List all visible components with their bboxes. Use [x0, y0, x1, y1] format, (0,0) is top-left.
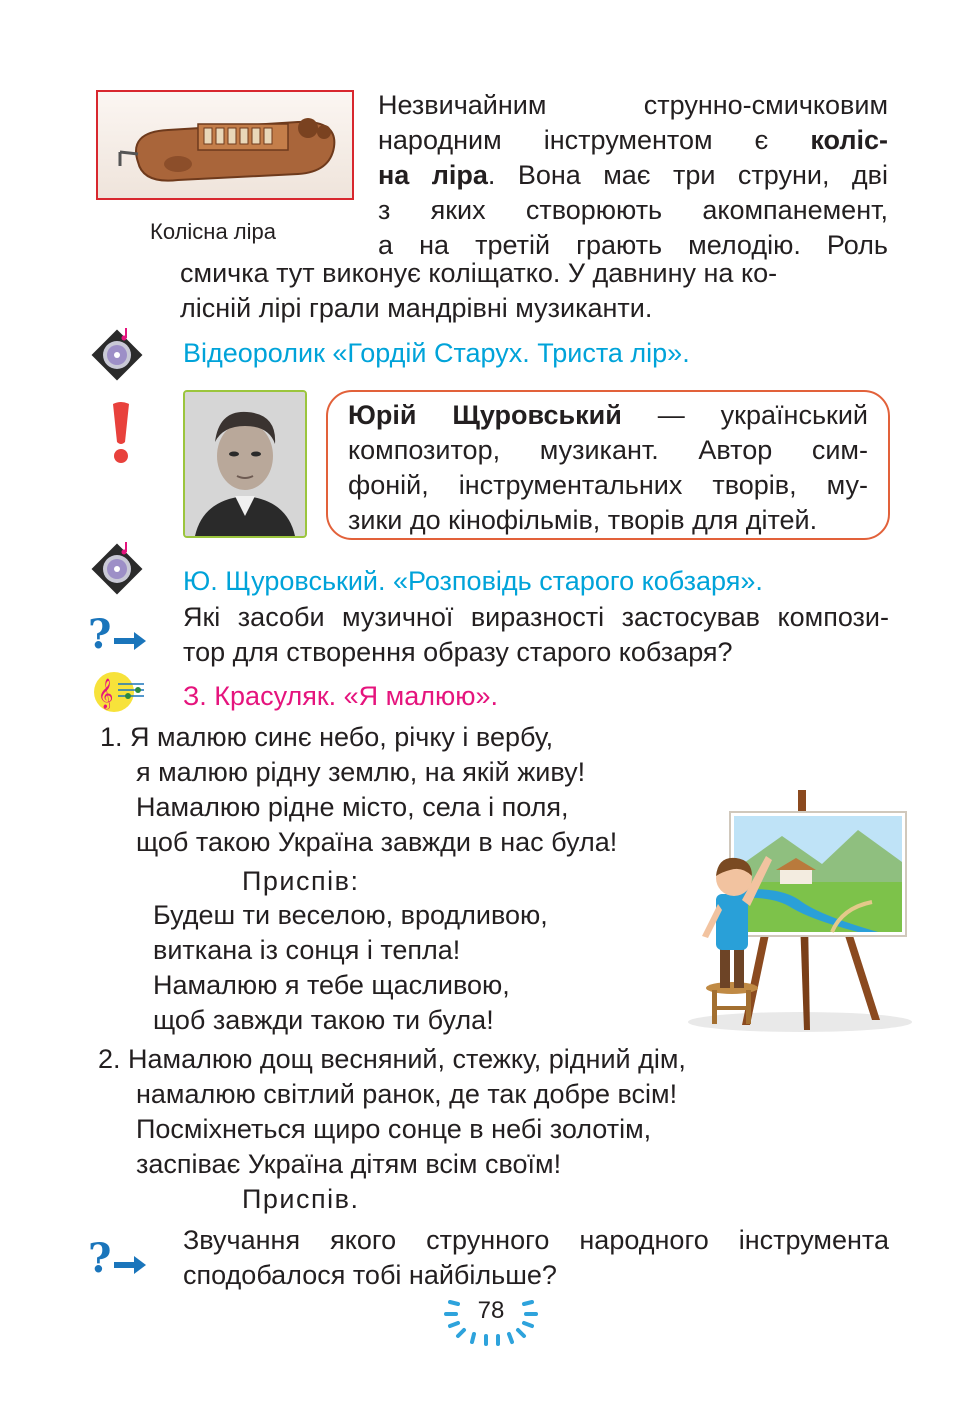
bio-line-1 [348, 398, 868, 433]
lyre-photo [96, 90, 354, 200]
chorus-label-2: Приспів. [242, 1184, 360, 1214]
intro-line-6: смичка тут виконує коліщатко. У давнину на ко- [180, 258, 778, 288]
child-painting-illustration [682, 790, 912, 1035]
question-2-line-2: сподобалося тобі найбільше? [183, 1260, 557, 1290]
bio-text [348, 398, 868, 538]
verse-2-line-1: 2. Намалюю дощ весняний, стежку, рідний дім, [98, 1044, 686, 1074]
video-title: Відеоролик «Гордій Старух. Триста лір». [183, 338, 690, 368]
verse-1-line-1: 1. Я малюю синє небо, річку і вербу, [100, 722, 554, 752]
chorus-line-1: Будеш ти веселою, вродливою, [153, 900, 548, 930]
bold-term-part1: коліс- [810, 125, 888, 155]
verse-1-line-3: Намалюю рідне місто, села і поля, [136, 792, 569, 822]
intro-line-4: з яких створюють акомпанемент, [378, 195, 888, 225]
chorus-line-3: Намалюю я тебе щасливою, [153, 970, 510, 1000]
bold-term-part2: на ліра [378, 160, 488, 190]
page-number-ornament [436, 1290, 546, 1346]
verse-2 [98, 1042, 686, 1182]
disc-icon [88, 540, 146, 598]
composer-portrait [183, 390, 307, 538]
question-1 [183, 600, 889, 670]
page-number: 78 [477, 1297, 505, 1324]
intro-line-3-rest: . Вона має три струни, дві [487, 160, 888, 190]
intro-line-2 [378, 123, 888, 158]
song-title: З. Красуляк. «Я малюю». [183, 681, 499, 711]
music-note-icon [88, 668, 148, 716]
question-1-line-2: тор для створення образу старого кобзаря? [183, 637, 733, 667]
svg-text:𝄞: 𝄞 [98, 679, 114, 709]
verse-2-line-2: намалюю світлий ранок, де так добре всім! [136, 1079, 678, 1109]
intro-line-7: лісній лірі грали мандрівні музиканти. [180, 293, 653, 323]
question-arrow-icon [86, 1236, 148, 1280]
bio-line-3: фоній, інструментальних творів, му- [348, 470, 868, 500]
intro-line-2-text: народним інструментом є [378, 125, 811, 155]
chorus-line-4: щоб завжди такою ти була! [153, 1005, 494, 1035]
question-2 [183, 1223, 889, 1293]
bio-line-2: композитор, музикант. Автор сим- [348, 435, 868, 465]
question-2-line-1: Звучання якого струнного народного інструмента [183, 1225, 889, 1255]
intro-paragraph [378, 88, 888, 263]
disc-icon [88, 326, 146, 384]
composer-bio-box [326, 390, 890, 540]
verse-2-line-4: заспіває Україна дітям всім своїм! [136, 1149, 562, 1179]
question-arrow-icon [86, 612, 148, 656]
photo-caption: Колісна ліра [150, 219, 276, 244]
verse-2-line-3: Посміхнеться щиро сонце в небі золотім, [136, 1114, 652, 1144]
bio-line-1-rest: — український [621, 400, 868, 430]
composer-name: Юрій Щуровський [348, 400, 622, 430]
question-1-line-1: Які засоби музичної виразності застосував компози- [183, 602, 889, 632]
intro-line-1: Незвичайним струнно-смичковим [378, 90, 888, 120]
listening-title: Ю. Щуровський. «Розповідь старого кобзаря». [183, 566, 763, 596]
verse-1 [100, 720, 617, 860]
exclamation-icon [108, 400, 134, 466]
svg-text:?: ? [88, 1236, 112, 1280]
svg-text:?: ? [88, 612, 112, 656]
intro-line-3 [378, 158, 888, 193]
intro-continuation [180, 256, 890, 326]
hurdy-gurdy-image [98, 92, 352, 198]
intro-line-5: а на третій грають мелодію. Роль [378, 230, 888, 260]
bio-line-4: зики до кінофільмів, творів для дітей. [348, 505, 818, 535]
verse-1-line-2: я малюю рідну землю, на якій живу! [136, 757, 586, 787]
chorus-label: Приспів: [242, 866, 360, 896]
chorus [153, 898, 548, 1038]
verse-1-line-4: щоб такою Україна завжди в нас була! [136, 827, 618, 857]
chorus-line-2: виткана із сонця і тепла! [153, 935, 461, 965]
